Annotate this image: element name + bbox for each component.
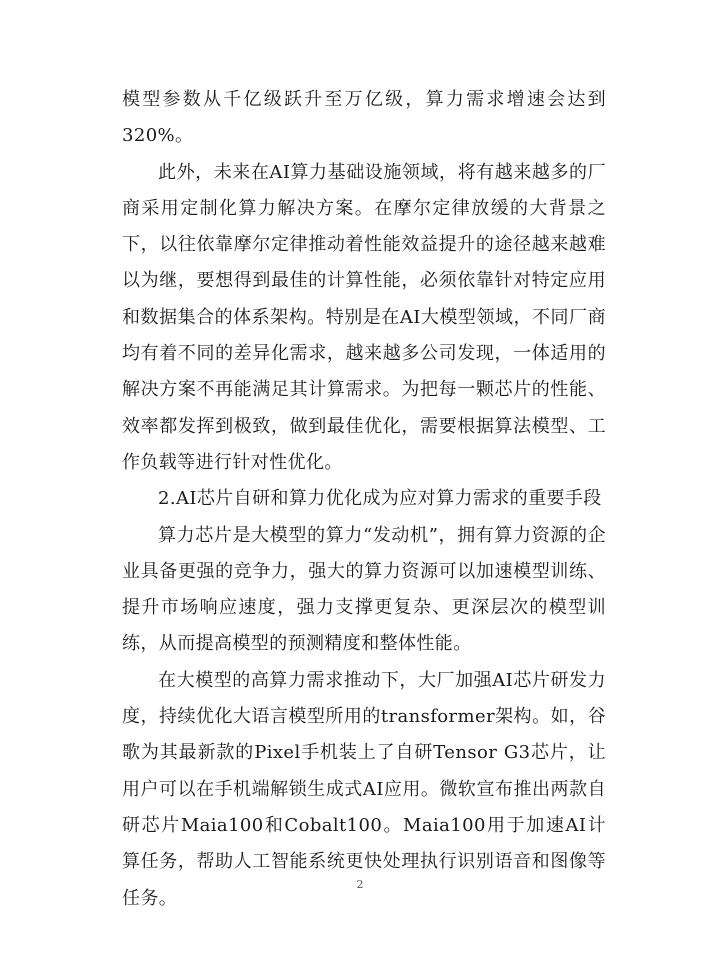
body-text [122,82,606,917]
paragraph-custom-compute: 此外，未来在AI算力基础设施领域，将有越来越多的厂商采用定制化算力解决方案。在摩尔定律放缓的大背景之下，以往依靠摩尔定律推动着性能效益提升的途径越来越难以为继，要想得到最佳的计算性能，必须依靠针对特定应用和数据集合的体系架构。特别是在AI大模型领域，不同厂商均有着不同的差异化需求，越来越多公司发现，一体适用的解决方案不再能满足其计算需求。为把每一颗芯片的性能、效率都发挥到极致，做到最佳优化，需要根据算法模型、工作负载等进行针对性优化。 [122,161,606,473]
paragraph-big-tech-chips: 在大模型的高算力需求推动下，大厂加强AI芯片研发力度，持续优化大语言模型所用的transformer架构。如，谷歌为其最新款的Pixel手机装上了自研Tensor G3芯片，让用户可以在手机端解锁生成式AI应用。微软宣布推出两款自研芯片Maia100和Cobalt100。Maia100用于加速AI计算任务，帮助人工智能系统更快处理执行识别语音和图像等任务。 [122,669,606,909]
paragraph-compute-chips: 算力芯片是大模型的算力“发动机”，拥有算力资源的企业具备更强的竞争力，强大的算力资源可以加速模型训练、提升市场响应速度，强力支撑更复杂、更深层次的模型训练，从而提高模型的预测精度和整体性能。 [122,524,606,655]
section-heading: 2.AI芯片自研和算力优化成为应对算力需求的重要手段 [158,488,602,510]
page-number: 2 [356,878,364,891]
paragraph-continuation: 模型参数从千亿级跃升至万亿级，算力需求增速会达到320%。 [122,89,606,147]
